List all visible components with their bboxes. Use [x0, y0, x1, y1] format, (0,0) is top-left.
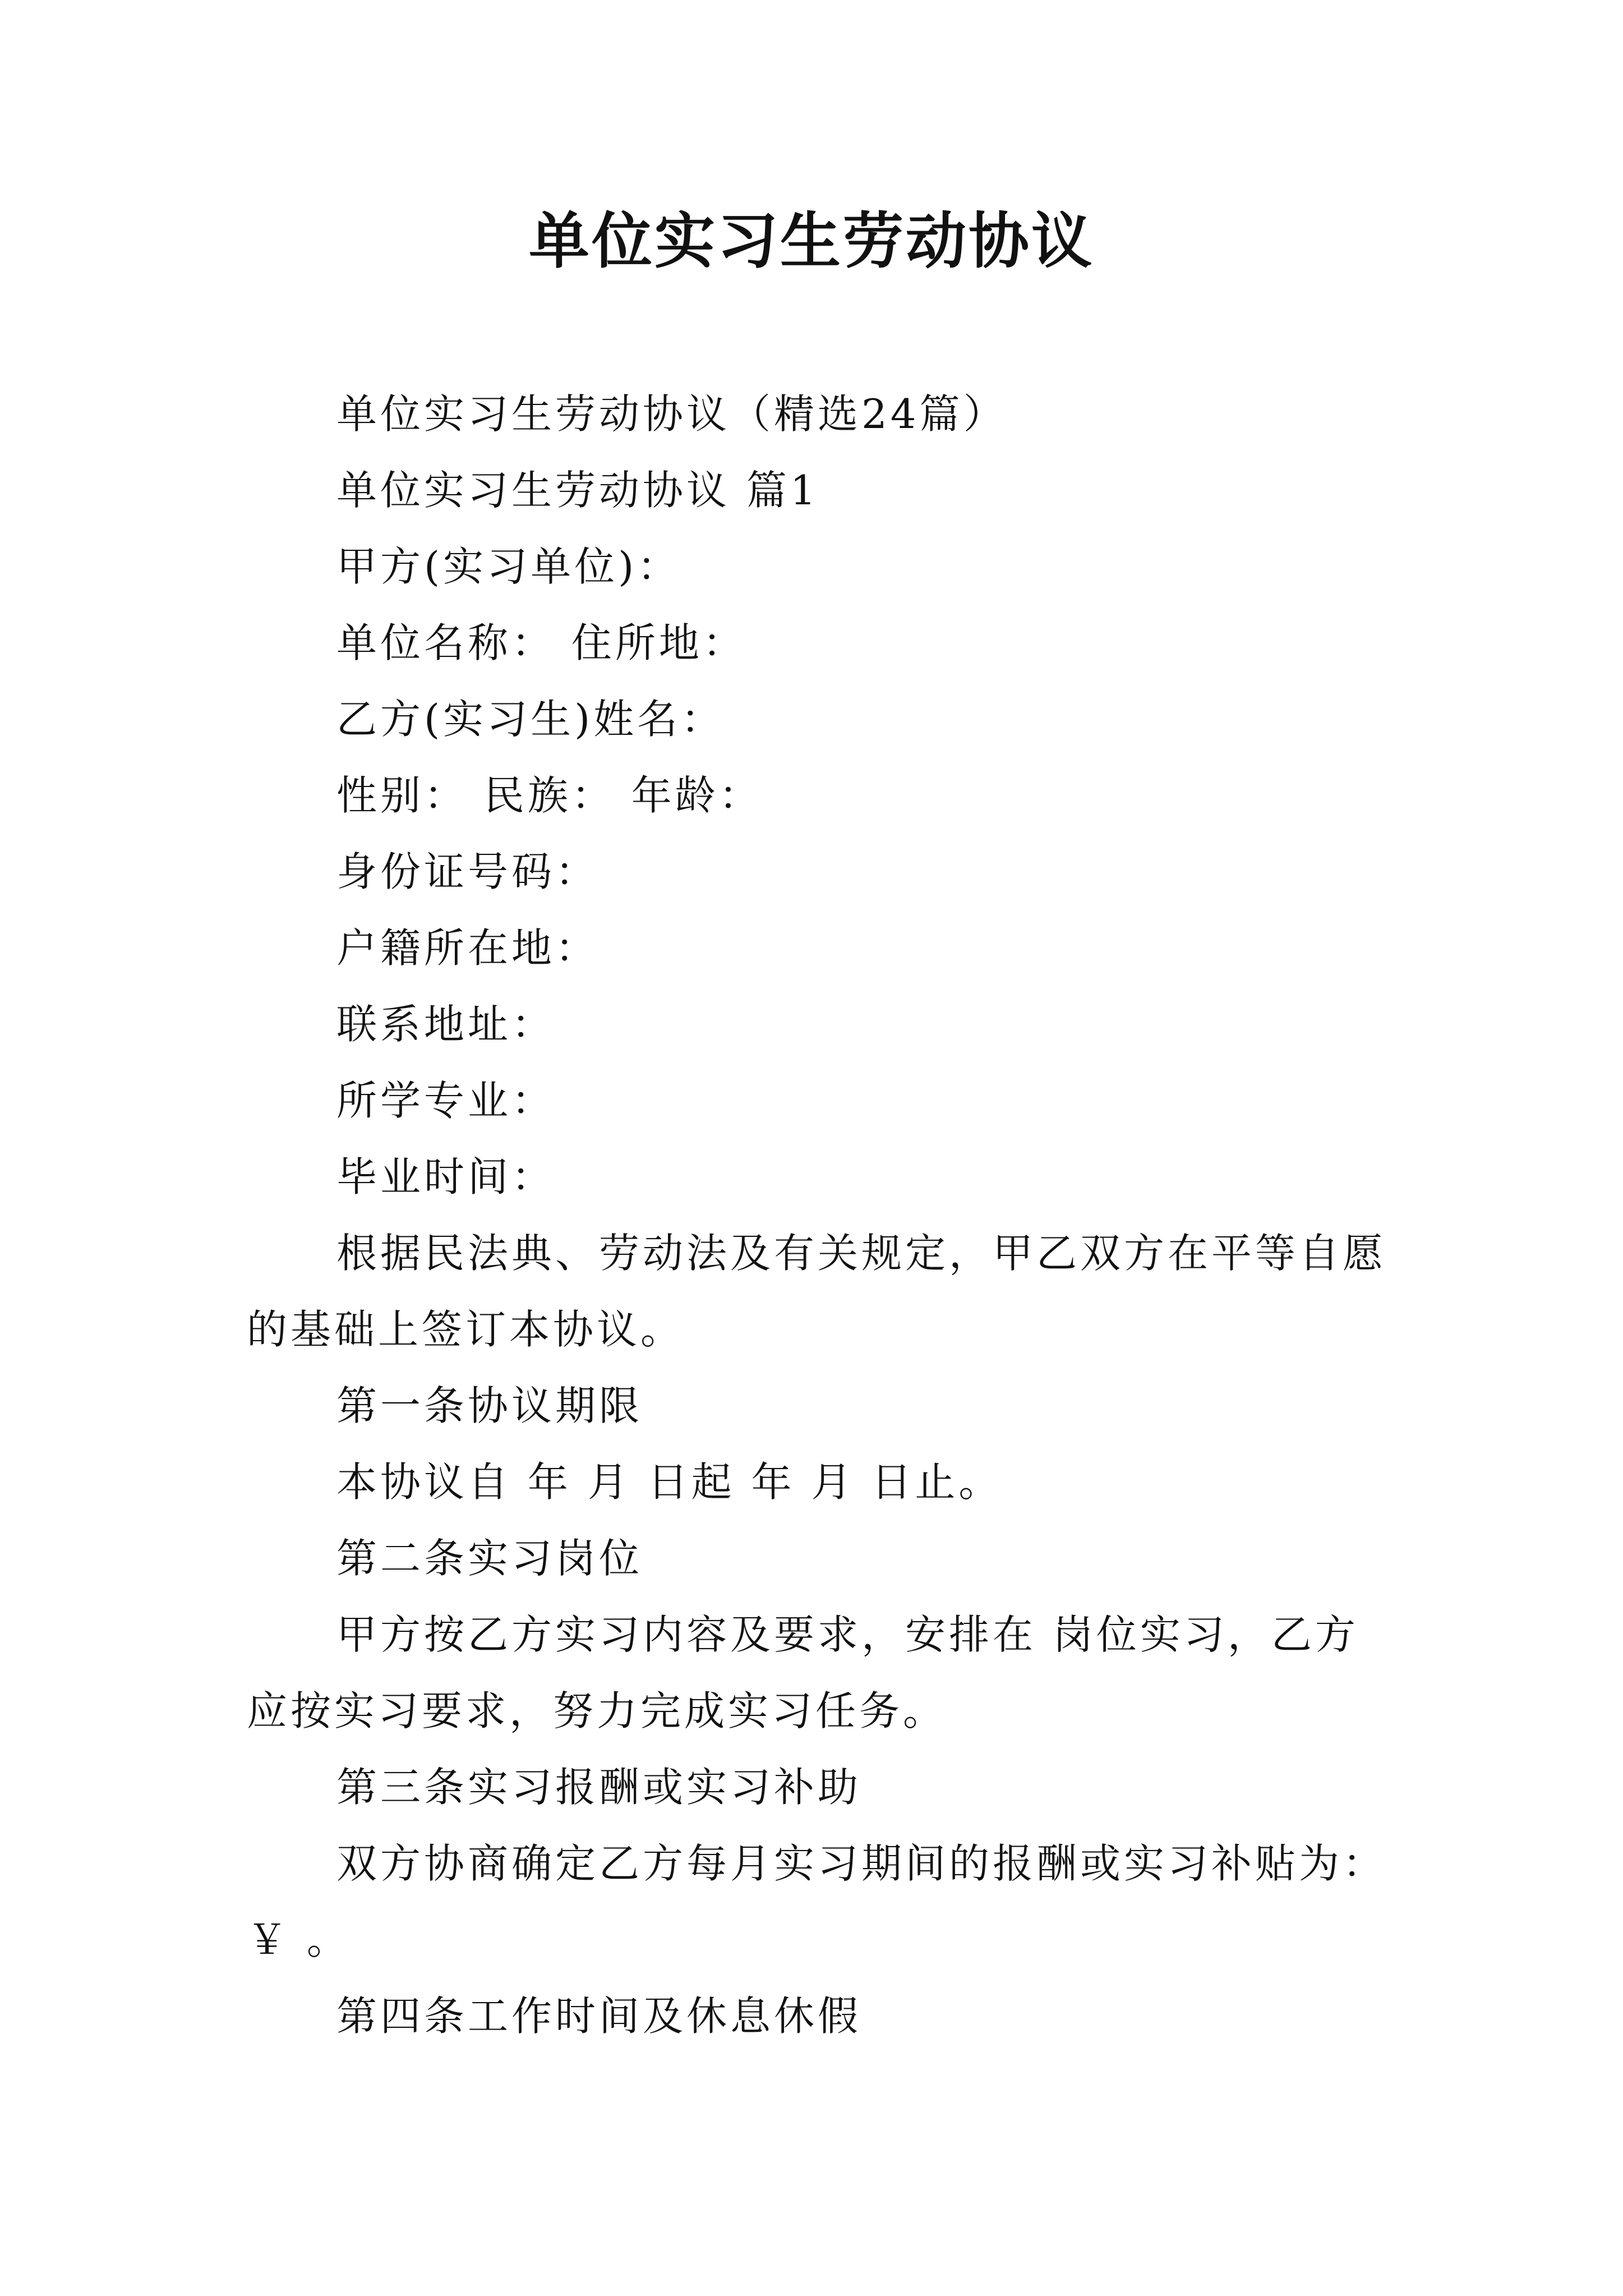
paragraph-contact-address: 联系地址：	[336, 1001, 556, 1048]
paragraph-basis: 根据民法典、劳动法及有关规定，甲乙双方在平等自愿的基础上签订本协议。	[247, 1230, 1387, 1353]
paragraph-article-1-body: 本协议自 年 月 日起 年 月 日止。	[336, 1458, 1003, 1506]
paragraph-subtitle: 单位实习生劳动协议（精选24篇）	[336, 390, 1007, 438]
paragraph-graduation-time: 毕业时间：	[336, 1153, 556, 1200]
paragraph-id-number: 身份证号码：	[336, 848, 600, 895]
paragraph-article-3-heading: 第三条实习报酬或实习补助	[336, 1764, 862, 1811]
paragraph-article-3-body: 双方协商确定乙方每月实习期间的报酬或实习补贴为：￥ 。	[247, 1840, 1387, 1963]
paragraph-article-2-body: 甲方按乙方实习内容及要求，安排在 岗位实习，乙方应按实习要求，努力完成实习任务。	[247, 1611, 1359, 1734]
paragraph-unit-name: 单位名称： 住所地：	[336, 619, 746, 666]
paragraph-article-4-heading: 第四条工作时间及休息休假	[336, 1993, 862, 2040]
document-body	[247, 376, 1402, 2054]
paragraph-household-registration: 户籍所在地：	[336, 924, 600, 972]
paragraph-gender-ethnicity-age: 性别： 民族： 年龄：	[336, 772, 763, 819]
document-title: 单位实习生劳动协议	[528, 206, 1094, 277]
paragraph-major: 所学专业：	[336, 1077, 556, 1124]
paragraph-party-a: 甲方(实习单位)：	[336, 543, 681, 590]
paragraph-article-2-heading: 第二条实习岗位	[336, 1535, 643, 1582]
paragraph-party-b: 乙方(实习生)姓名：	[336, 696, 725, 743]
paragraph-section-heading: 单位实习生劳动协议 篇1	[336, 467, 819, 514]
paragraph-article-1-heading: 第一条协议期限	[336, 1382, 643, 1429]
